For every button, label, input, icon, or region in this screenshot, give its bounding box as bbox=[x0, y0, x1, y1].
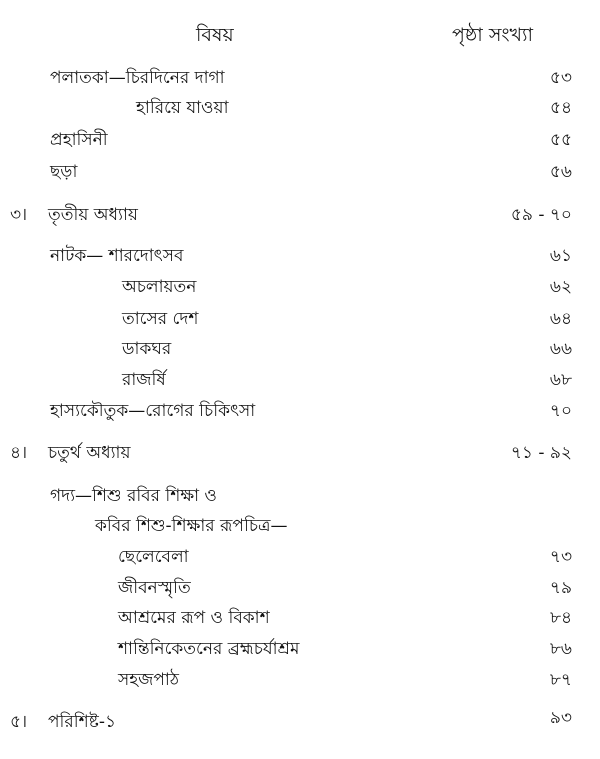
toc-entry-text: পলাতকা—চিরদিনের দাগা bbox=[50, 68, 225, 88]
chapter-number: ৪। bbox=[10, 443, 28, 463]
toc-entry-page: ৬২ bbox=[549, 277, 572, 297]
toc-entry-text: তাসের দেশ bbox=[122, 309, 199, 329]
toc-entry-text: সহজপাঠ bbox=[118, 670, 179, 690]
toc-entry-text: ডাকঘর bbox=[122, 339, 172, 359]
toc-entry-text: অচলায়তন bbox=[122, 277, 197, 297]
appendix-title: পরিশিষ্ট-১ bbox=[48, 712, 117, 732]
toc-entry-page: ৬৬ bbox=[549, 339, 572, 359]
toc-entry-page: ৫৬ bbox=[549, 162, 572, 182]
chapter-number: ৫। bbox=[10, 712, 28, 732]
toc-entry-text: ছেলেবেলা bbox=[118, 547, 189, 567]
subject-column-header: বিষয় bbox=[196, 24, 234, 46]
toc-entry-text: আশ্রমের রূপ ও বিকাশ bbox=[118, 608, 270, 628]
toc-entry-text: প্রহাসিনী bbox=[50, 130, 108, 150]
toc-entry-page: ৮৬ bbox=[549, 639, 572, 659]
chapter-page-range: ৭১ - ৯২ bbox=[510, 443, 572, 463]
toc-entry-page: ৮৭ bbox=[549, 670, 572, 690]
toc-entry-text: জীবনস্মৃতি bbox=[118, 578, 191, 598]
chapter-title: চতুর্থ অধ্যায় bbox=[48, 443, 131, 463]
toc-entry-page: ৭৯ bbox=[549, 578, 572, 598]
toc-entry-text: নাটক— শারদোৎসব bbox=[50, 246, 184, 266]
toc-entry-page: ৭০ bbox=[549, 401, 572, 421]
toc-entry-page: ৭৩ bbox=[549, 547, 572, 567]
toc-entry-text: ছড়া bbox=[50, 162, 78, 182]
toc-entry-page: ৫৫ bbox=[549, 130, 572, 150]
toc-entry-text: কবির শিশু-শিক্ষার রূপচিত্র— bbox=[95, 516, 288, 536]
toc-entry-page: ৬৮ bbox=[549, 370, 572, 390]
toc-entry-text: রাজর্ষি bbox=[122, 370, 166, 390]
toc-entry-text: শান্তিনিকেতনের ব্রহ্মচর্যাশ্রম bbox=[118, 639, 300, 659]
toc-entry-page: ৬১ bbox=[549, 246, 572, 266]
page-number-column-header: পৃষ্ঠা সংখ্যা bbox=[452, 24, 534, 46]
toc-entry-page: ৮৪ bbox=[549, 608, 572, 628]
toc-entry-text: হারিয়ে যাওয়া bbox=[136, 98, 229, 118]
toc-entry-page: ৫৩ bbox=[549, 68, 572, 88]
chapter-page-range: ৫৯ - ৭০ bbox=[510, 205, 572, 225]
toc-entry-page: ৫৪ bbox=[549, 98, 572, 118]
toc-entry-text: হাস্যকৌতুক—রোগের চিকিৎসা bbox=[50, 401, 256, 421]
toc-entry-page: ৯৩ bbox=[549, 708, 572, 728]
chapter-title: তৃতীয় অধ্যায় bbox=[48, 205, 138, 225]
toc-entry-text: গদ্য—শিশু রবির শিক্ষা ও bbox=[50, 486, 217, 506]
toc-entry-page: ৬৪ bbox=[549, 309, 572, 329]
chapter-number: ৩। bbox=[10, 205, 28, 225]
